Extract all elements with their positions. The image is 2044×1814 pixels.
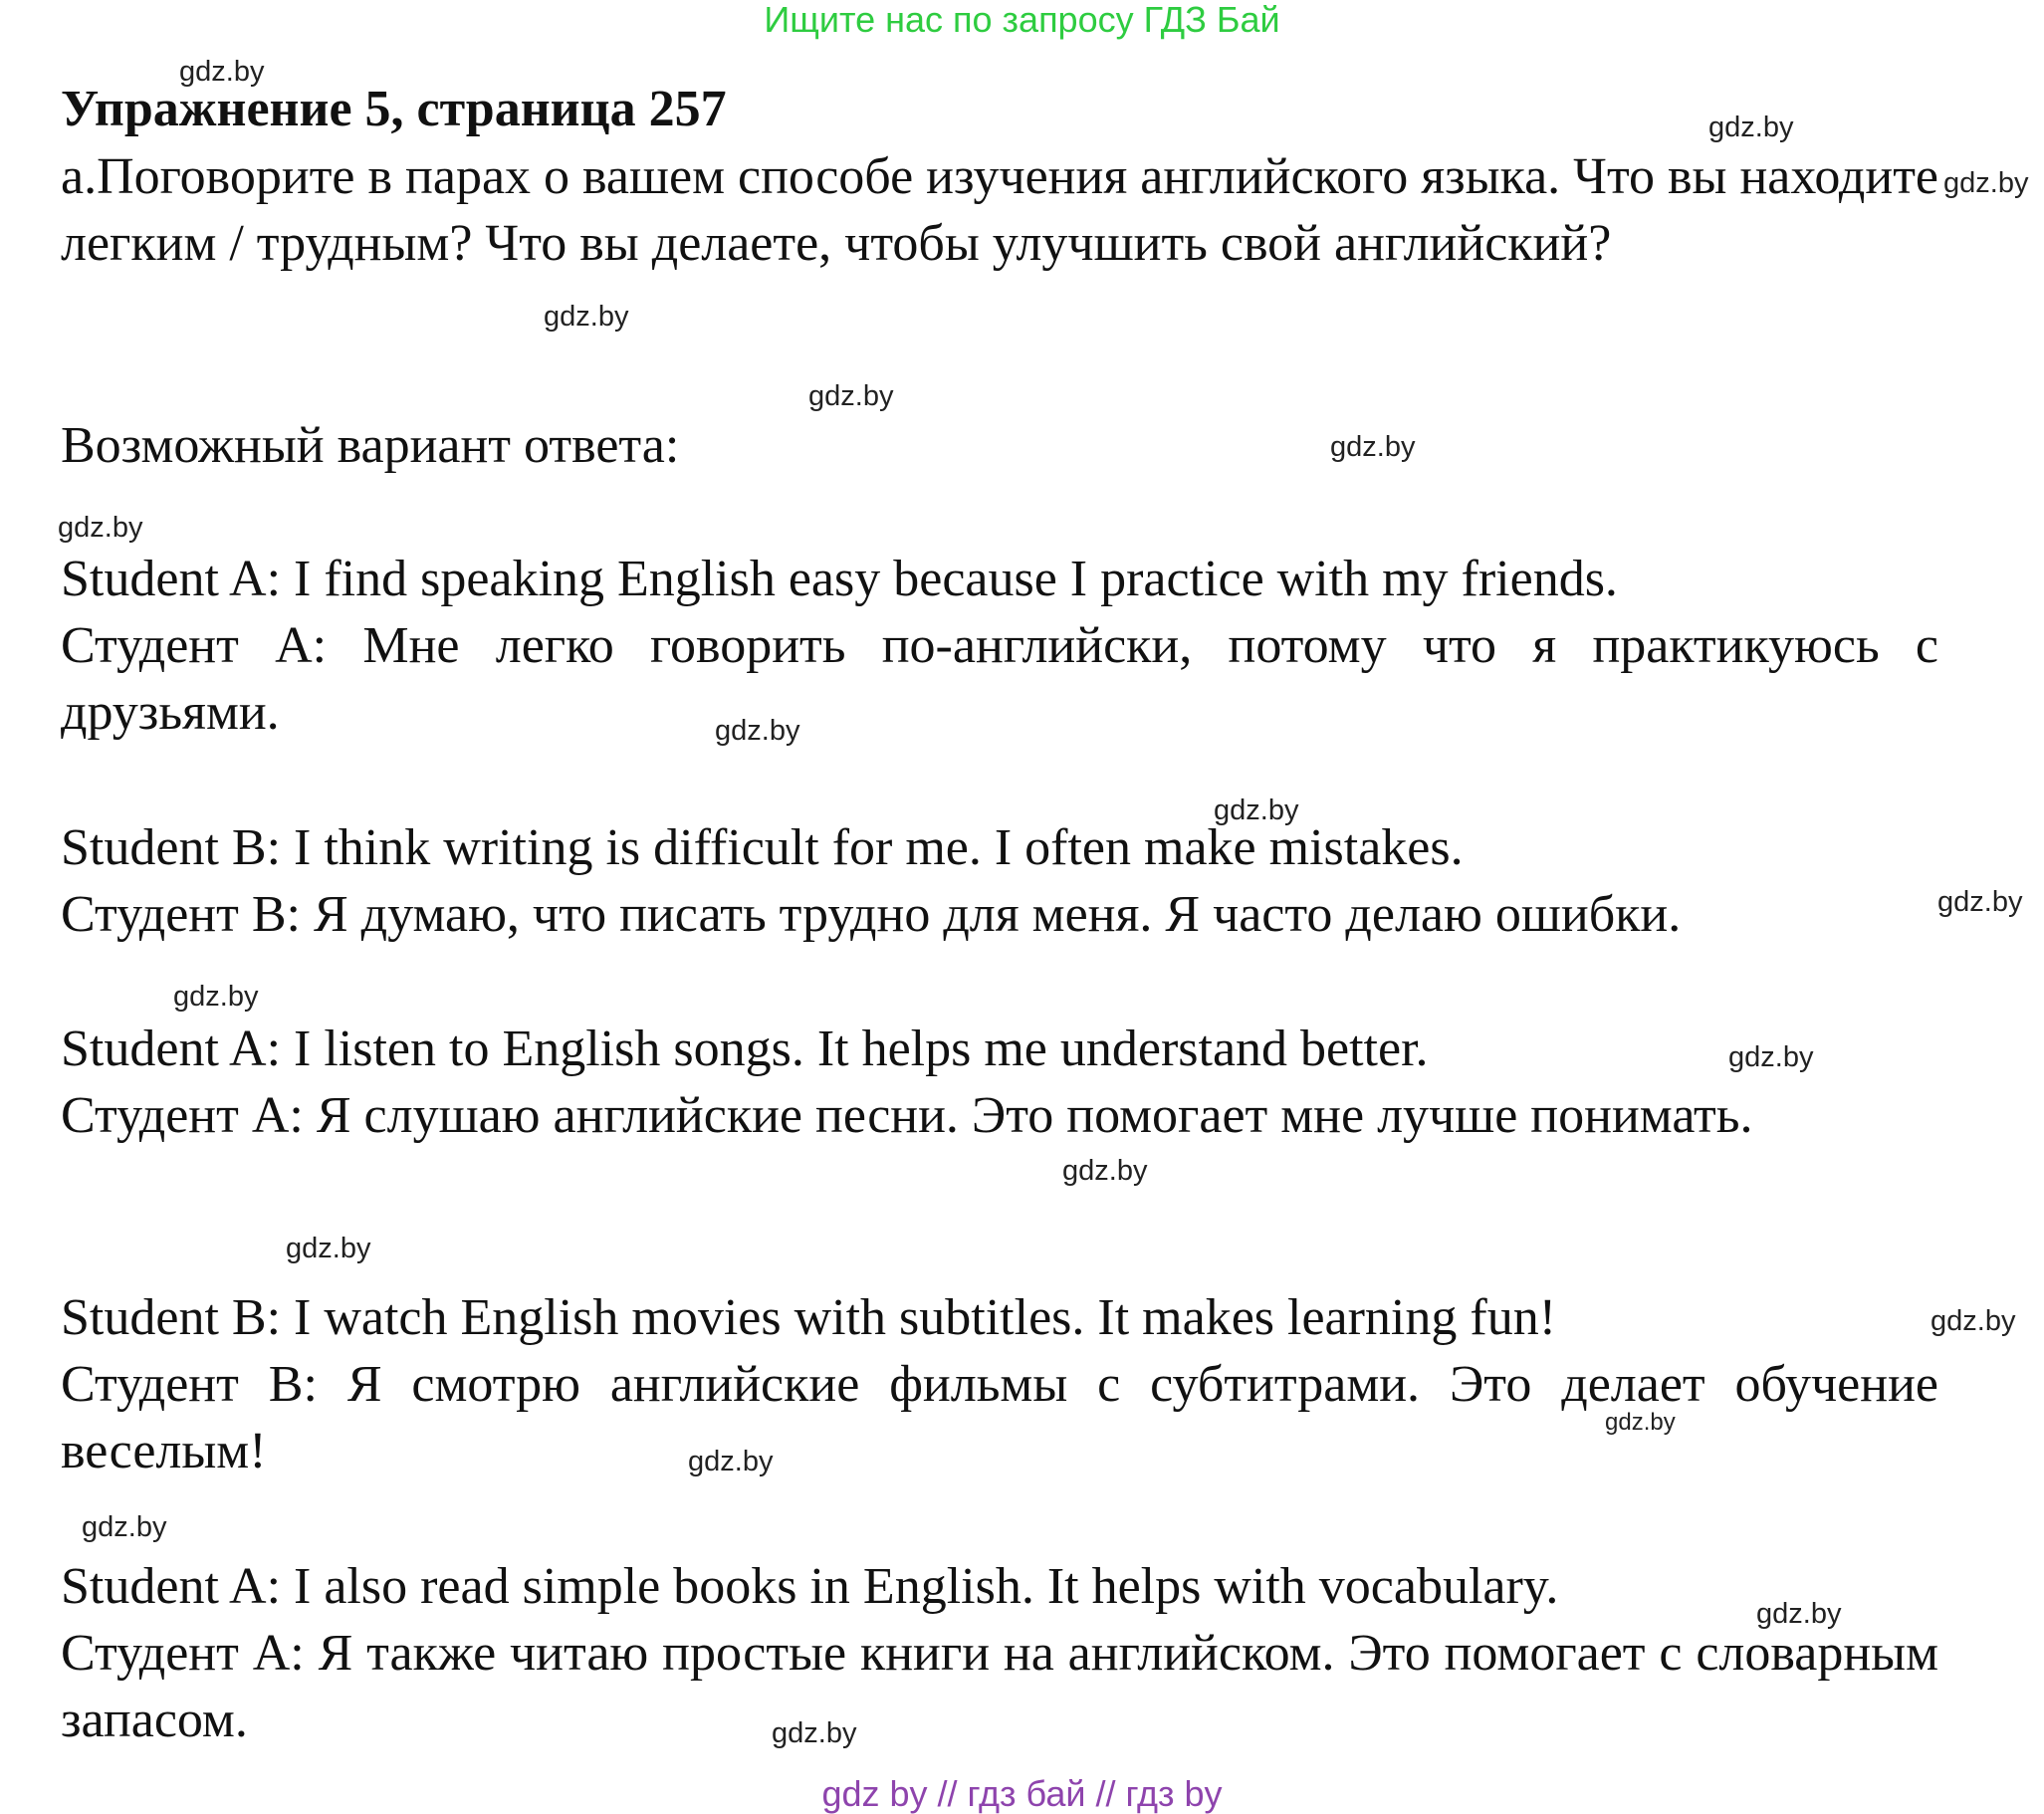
watermark: gdz.by (544, 301, 629, 333)
watermark: gdz.by (1930, 1305, 2016, 1337)
watermark: gdz.by (1062, 1155, 1148, 1187)
watermark: gdz.by (1605, 1409, 1676, 1436)
dialogue-ru-3: Студент А: Я слушаю английские песни. Это помогает мне лучше понимать. (61, 1087, 1753, 1144)
watermark: gdz.by (1330, 431, 1416, 463)
dialogue-en-3: Student A: I listen to English songs. It helps me understand better. (61, 1020, 1429, 1077)
watermark: gdz.by (772, 1717, 857, 1749)
watermark: gdz.by (1728, 1041, 1814, 1073)
task-text: а.Поговорите в парах о вашем способе изучения английского языка. Что вы находите легким / трудным? Что вы делаете, чтобы улучшить свой английский? (61, 148, 1938, 272)
watermark: gdz.by (688, 1446, 774, 1477)
watermark: gdz.by (82, 1511, 167, 1543)
dialogue-ru-4: Студент В: Я смотрю английские фильмы с субтитрами. Это делает обучение веселым! (61, 1356, 1938, 1479)
dialogue-ru-1: Студент А: Мне легко говорить по-английски, потому что я практикуюсь с друзьями. (61, 617, 1938, 741)
watermark: gdz.by (808, 380, 894, 412)
top-banner: Ищите нас по запросу ГДЗ Бай (764, 0, 1280, 40)
watermark: gdz.by (179, 56, 265, 88)
watermark: gdz.by (1756, 1598, 1842, 1630)
dialogue-en-4: Student B: I watch English movies with subtitles. It makes learning fun! (61, 1289, 1557, 1346)
watermark: gdz.by (715, 715, 800, 747)
dialogue-ru-5: Студент А: Я также читаю простые книги на английском. Это помогает с словарным запасом. (61, 1625, 1938, 1748)
watermark: gdz.by (1943, 167, 2029, 199)
dialogue-ru-2: Студент В: Я думаю, что писать трудно для меня. Я часто делаю ошибки. (61, 886, 1682, 943)
exercise-title: Упражнение 5, страница 257 (61, 81, 727, 137)
watermark: gdz.by (1214, 794, 1299, 826)
dialogue-en-5: Student A: I also read simple books in English. It helps with vocabulary. (61, 1558, 1559, 1615)
watermark: gdz.by (1708, 112, 1794, 143)
watermark: gdz.by (286, 1233, 371, 1264)
answer-label: Возможный вариант ответа: (61, 417, 680, 474)
dialogue-en-2: Student B: I think writing is difficult for me. I often make mistakes. (61, 819, 1464, 876)
footer-links: gdz by // гдз бай // гдз by (821, 1773, 1223, 1814)
dialogue-en-1: Student A: I find speaking English easy because I practice with my friends. (61, 551, 1618, 607)
watermark: gdz.by (58, 512, 143, 544)
watermark: gdz.by (173, 981, 259, 1013)
watermark: gdz.by (1937, 886, 2023, 918)
